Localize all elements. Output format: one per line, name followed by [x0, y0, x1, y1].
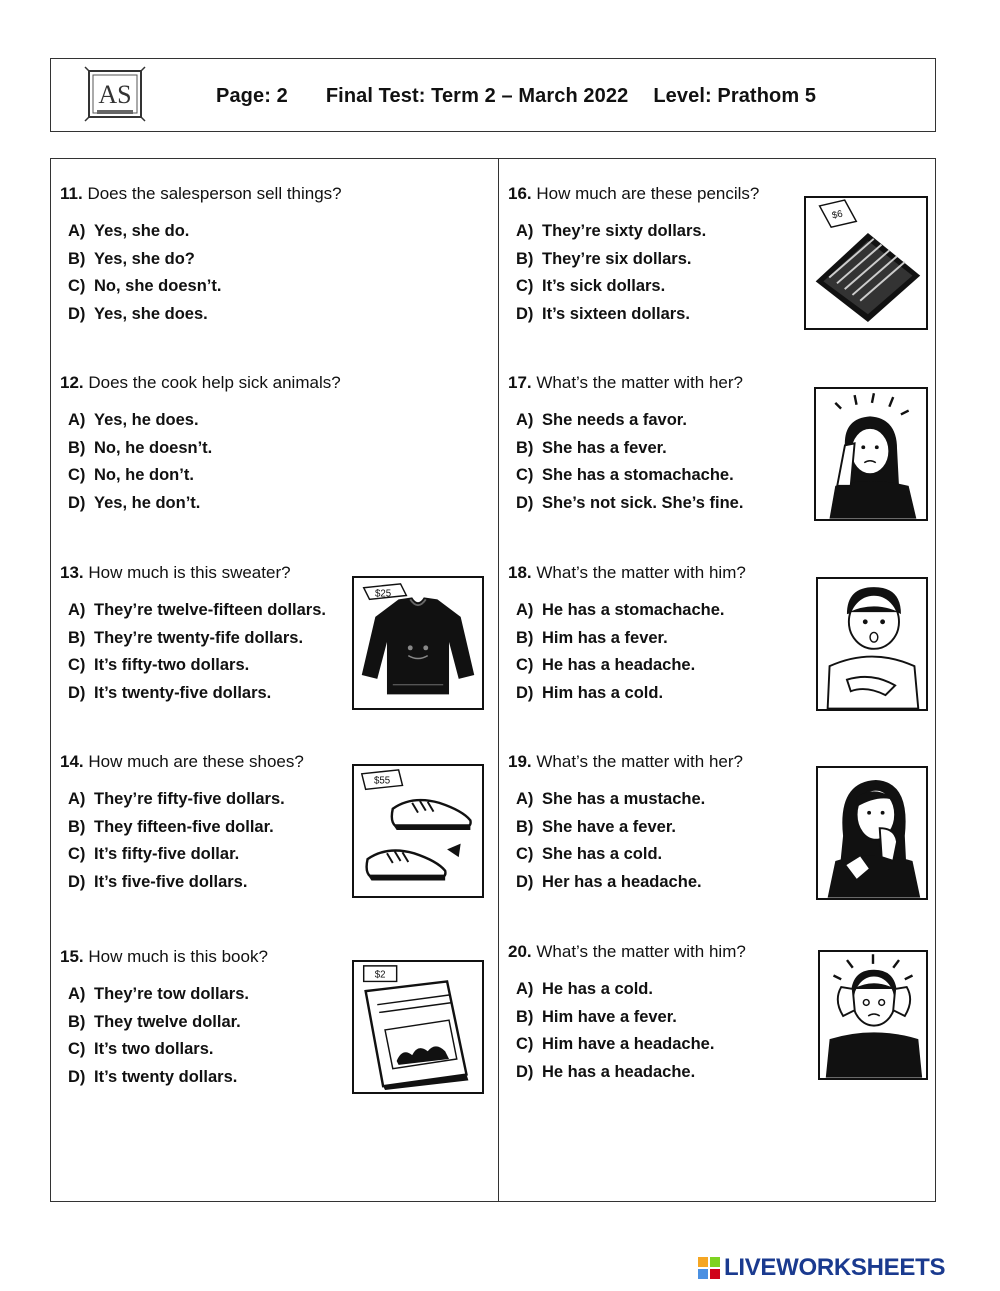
question-13: [60, 563, 326, 711]
option-b[interactable]: B) She has a fever.: [516, 438, 667, 457]
question-16: [508, 184, 759, 332]
option-c[interactable]: C) It’s two dollars.: [68, 1040, 214, 1058]
header-text: [216, 85, 816, 108]
sick-girl-icon: [816, 389, 926, 519]
option-c[interactable]: C) No, he don’t.: [68, 466, 194, 484]
option-a[interactable]: A) They’re twelve-fifteen dollars.: [68, 601, 326, 619]
girl-fever-picture: [814, 387, 928, 521]
option-d[interactable]: D) It’s sixteen dollars.: [516, 304, 690, 323]
option-a[interactable]: A) They’re tow dollars.: [68, 985, 249, 1003]
liveworksheets-logo-icon: [698, 1257, 720, 1279]
option-d[interactable]: D) He has a headache.: [516, 1062, 696, 1081]
option-b[interactable]: B) They twelve dollar.: [68, 1012, 241, 1031]
question-number: 11.: [60, 184, 83, 203]
question-number: 18.: [508, 563, 532, 582]
option-c[interactable]: C) She has a cold.: [516, 845, 663, 863]
option-c[interactable]: C) He has a headache.: [516, 656, 696, 674]
option-a[interactable]: A) He has a cold.: [516, 980, 653, 998]
question-12: [60, 373, 341, 521]
option-c[interactable]: C) It’s sick dollars.: [516, 277, 666, 295]
question-text: How much are these shoes?: [88, 752, 304, 771]
question-number: 19.: [508, 752, 532, 771]
headache-boy-icon: [820, 952, 926, 1078]
question-number: 13.: [60, 563, 84, 582]
option-a[interactable]: A) They’re fifty-five dollars.: [68, 790, 285, 808]
level-label: Level: Prathom 5: [653, 85, 817, 107]
column-divider: [498, 158, 499, 1202]
sweater-picture: [352, 576, 484, 710]
question-15: [60, 947, 268, 1095]
question-text: How much are these pencils?: [536, 184, 760, 203]
question-17: [508, 373, 743, 521]
price-tag-book: $2: [374, 969, 386, 981]
pencils-icon: [806, 198, 926, 328]
option-d[interactable]: D) It’s five-five dollars.: [68, 872, 248, 891]
question-number: 15.: [60, 947, 84, 966]
option-a[interactable]: A) Yes, he does.: [68, 411, 199, 429]
question-number: 17.: [508, 373, 532, 392]
sick-boy-icon: [818, 579, 926, 709]
option-c[interactable]: C) It’s fifty-two dollars.: [68, 656, 250, 674]
pencils-picture: [804, 196, 928, 330]
option-a[interactable]: A) She needs a favor.: [516, 411, 687, 429]
option-b[interactable]: B) They fifteen-five dollar.: [68, 817, 274, 836]
page-header: [50, 58, 936, 132]
question-19: [508, 752, 743, 900]
book-icon: [354, 962, 482, 1092]
question-text: What’s the matter with her?: [536, 752, 743, 771]
option-d[interactable]: D) It’s twenty dollars.: [68, 1067, 238, 1086]
boy-headache-picture: [818, 950, 928, 1080]
brand-text: LIVEWORKSHEETS: [724, 1254, 946, 1281]
price-tag-sweater: $25: [375, 588, 392, 600]
option-d[interactable]: D) It’s twenty-five dollars.: [68, 683, 272, 702]
option-d[interactable]: D) Her has a headache.: [516, 872, 702, 891]
test-title: Final Test: Term 2 – March 2022: [325, 85, 629, 107]
option-b[interactable]: B) They’re twenty-fife dollars.: [68, 628, 304, 647]
question-20: [508, 942, 746, 1090]
price-tag-shoes: $55: [374, 775, 391, 787]
school-logo-icon: [83, 65, 147, 123]
question-text: What’s the matter with her?: [536, 373, 743, 392]
option-c[interactable]: C) She has a stomachache.: [516, 466, 734, 484]
question-18: [508, 563, 746, 711]
option-b[interactable]: B) Him have a fever.: [516, 1007, 677, 1026]
sick-woman-icon: [818, 768, 926, 898]
option-a[interactable]: A) Yes, she do.: [68, 222, 190, 240]
svg-text:AS: AS: [98, 80, 132, 109]
option-a[interactable]: A) They’re sixty dollars.: [516, 222, 707, 240]
book-picture: [352, 960, 484, 1094]
option-a[interactable]: A) She has a mustache.: [516, 790, 706, 808]
question-number: 14.: [60, 752, 84, 771]
option-b[interactable]: B) They’re six dollars.: [516, 249, 692, 268]
option-d[interactable]: D) Him has a cold.: [516, 683, 664, 702]
question-text: How much is this sweater?: [88, 563, 291, 582]
question-text: What’s the matter with him?: [536, 942, 746, 961]
question-11: [60, 184, 342, 332]
option-b[interactable]: B) Yes, she do?: [68, 249, 195, 268]
question-text: Does the salesperson sell things?: [87, 184, 342, 203]
shoes-picture: [352, 764, 484, 898]
option-a[interactable]: A) He has a stomachache.: [516, 601, 725, 619]
option-c[interactable]: C) No, she doesn’t.: [68, 277, 222, 295]
girl-cold-picture: [816, 766, 928, 900]
question-text: What’s the matter with him?: [536, 563, 746, 582]
boy-stomachache-picture: [816, 577, 928, 711]
question-number: 20.: [508, 942, 532, 961]
option-b[interactable]: B) No, he doesn’t.: [68, 438, 213, 457]
price-tag-pencils: $6: [831, 208, 844, 222]
question-text: Does the cook help sick animals?: [88, 373, 341, 392]
question-number: 16.: [508, 184, 532, 203]
page-number: Page: 2: [216, 85, 288, 107]
option-c[interactable]: C) Him have a headache.: [516, 1035, 715, 1053]
sweater-icon: [354, 578, 482, 708]
option-b[interactable]: B) Him has a fever.: [516, 628, 668, 647]
option-d[interactable]: D) She’s not sick. She’s fine.: [516, 493, 744, 512]
option-c[interactable]: C) It’s fifty-five dollar.: [68, 845, 240, 863]
option-b[interactable]: B) She have a fever.: [516, 817, 676, 836]
shoes-icon: [354, 766, 482, 896]
question-number: 12.: [60, 373, 84, 392]
question-14: [60, 752, 304, 900]
option-d[interactable]: D) Yes, he don’t.: [68, 493, 201, 512]
question-text: How much is this book?: [88, 947, 268, 966]
option-d[interactable]: D) Yes, she does.: [68, 304, 208, 323]
